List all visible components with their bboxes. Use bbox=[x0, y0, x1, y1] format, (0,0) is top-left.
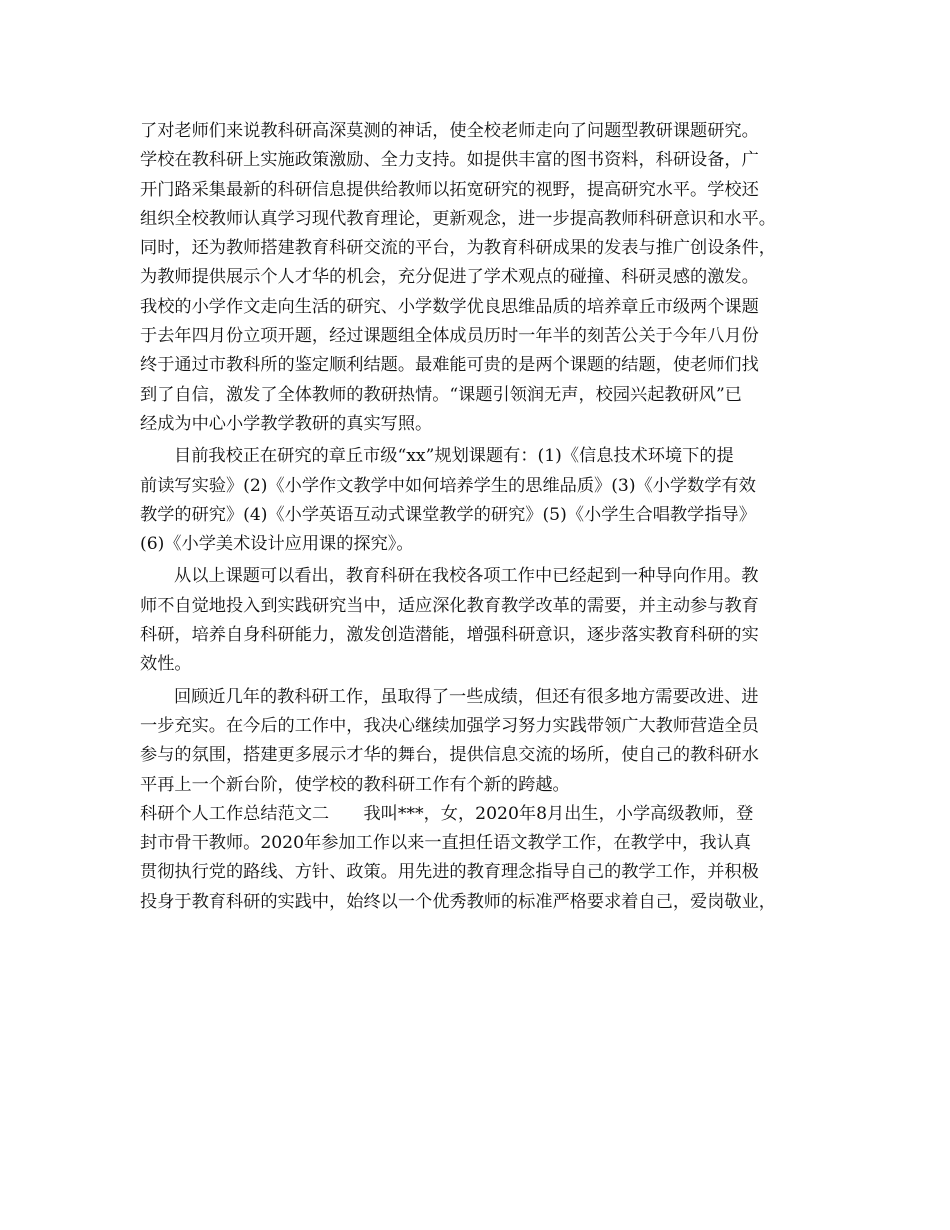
text-line: 投身于教育科研的实践中，始终以一个优秀教师的标准严格要求着自己，爱岗敬业， bbox=[140, 891, 776, 912]
text-line: 师不自觉地投入到实践研究当中，适应深化教育教学改革的需要，并主动参与教育 bbox=[140, 595, 759, 616]
paragraph-first-line: 从以上课题可以看出，教育科研在我校各项工作中已经起到一种导向作用。教 bbox=[174, 566, 759, 587]
text-line: 封市骨干教师。2020年参加工作以来一直担任语文教学工作，在教学中，我认真 bbox=[140, 833, 751, 854]
text-line: 终于通过市教科所的鉴定顺利结题。最难能可贵的是两个课题的结题，使老师们找 bbox=[140, 355, 759, 376]
text-line: 前读写实验》(2)《小学作文教学中如何培养学生的思维品质》(3)《小学数学有效 bbox=[140, 475, 756, 496]
text-line: 开门路采集最新的科研信息提供给教师以拓宽研究的视野，提高研究水平。学校还 bbox=[140, 179, 759, 200]
text-line: 一步充实。在今后的工作中，我决心继续加强学习努力实践带领广大教师营造全员 bbox=[140, 715, 759, 736]
section-heading-line: 科研个人工作总结范文二 我叫***，女，2020年8月出生，小学高级教师，登 bbox=[140, 803, 754, 824]
paragraph-first-line: 目前我校正在研究的章丘市级“xx”规划课题有：(1)《信息技术环境下的提 bbox=[174, 446, 734, 467]
text-line: 经成为中心小学教学教研的真实写照。 bbox=[140, 413, 433, 434]
text-line: 平再上一个新台阶，使学校的教科研工作有个新的跨越。 bbox=[140, 774, 570, 795]
text-line: 于去年四月份立项开题，经过课题组全体成员历时一年半的刻苦公关于今年八月份 bbox=[140, 326, 759, 347]
text-line: 贯彻执行党的路线、方针、政策。用先进的教育理念指导自己的教学工作，并积极 bbox=[140, 862, 759, 883]
text-line: 到了自信，激发了全体教师的教研热情。“课题引领润无声，校园兴起教研风”已 bbox=[140, 384, 742, 405]
text-line: 同时，还为教师搭建教育科研交流的平台，为教育科研成果的发表与推广创设条件， bbox=[140, 238, 776, 259]
text-line: 效性。 bbox=[140, 654, 192, 675]
text-line: 为教师提供展示个人才华的机会，充分促进了学术观点的碰撞、科研灵感的激发。 bbox=[140, 267, 759, 288]
text-line: 我校的小学作文走向生活的研究、小学数学优良思维品质的培养章丘市级两个课题 bbox=[140, 296, 759, 317]
document-body bbox=[140, 117, 830, 917]
text-line: 了对老师们来说教科研高深莫测的神话，使全校老师走向了问题型教研课题研究。 bbox=[140, 121, 759, 141]
text-line: 组织全校教师认真学习现代教育理论，更新观念，进一步提高教师科研意识和水平。 bbox=[140, 208, 776, 229]
text-line: 学校在教科研上实施政策激励、全力支持。如提供丰富的图书资料，科研设备，广 bbox=[140, 150, 759, 171]
paragraph-first-line: 回顾近几年的教科研工作，虽取得了一些成绩，但还有很多地方需要改进、进 bbox=[174, 686, 759, 707]
text-line: 科研，培养自身科研能力，激发创造潜能，增强科研意识，逐步落实教育科研的实 bbox=[140, 625, 759, 646]
text-line: (6)《小学美术设计应用课的探究》。 bbox=[140, 534, 414, 555]
text-line: 参与的氛围，搭建更多展示才华的舞台，提供信息交流的场所，使自己的教科研水 bbox=[140, 745, 759, 766]
text-line: 教学的研究》(4)《小学英语互动式课堂教学的研究》(5)《小学生合唱教学指导》 bbox=[140, 504, 756, 525]
